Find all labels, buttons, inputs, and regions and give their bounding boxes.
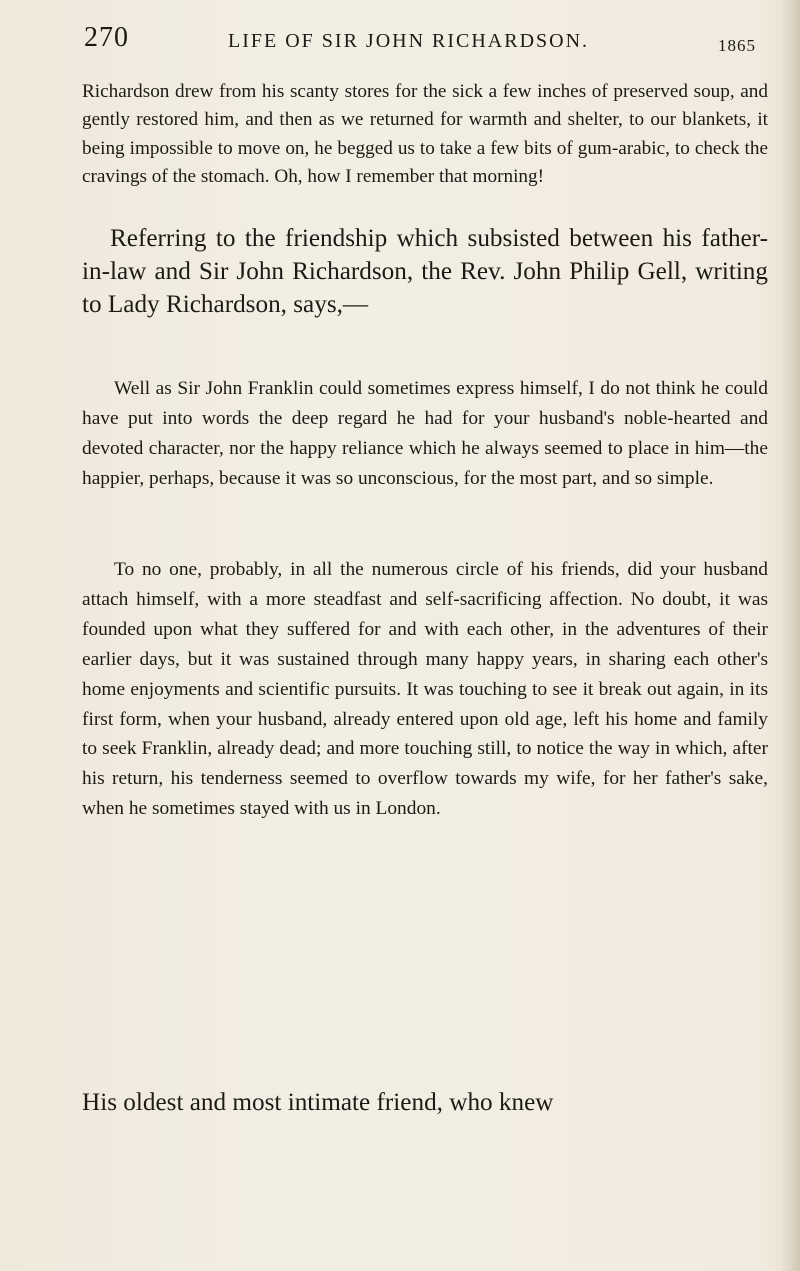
quote-continuation: Richardson drew from his scanty stores for the sick a few inches of preserved soup, and gently restored him, and then as we returned for warmth and shelter, to our blankets, it being impossible to move on, he begged us to take a few bits of gum-arabic, to check the cravings of the stomach. Oh, how I remember that morning! xyxy=(82,81,768,188)
page-header xyxy=(0,22,800,62)
letter-paragraph-2: To no one, probably, in all the numerous circle of his friends, did your husband attach himself, with a more steadfast and self-sacrificing affection. No doubt, it was founded upon what they suffered for and with each other, in the adventures of their earlier days, but it was sustained through many happy years, in sharing each other's home enjoyments and scientific pursuits. It was touching to see it break out again, in its first form, when your husband, already entered upon old age, left his home and family to seek Franklin, already dead; and more touching still, to notice the way in which, after his return, his tenderness seemed to overflow towards my wife, for her father's sake, when he sometimes stayed with us in London. xyxy=(82,559,768,820)
narrative-paragraph-2: His oldest and most intimate friend, who knew xyxy=(82,1089,554,1116)
letter-paragraph-1: Well as Sir John Franklin could sometimes express himself, I do not think he could have put into words the deep regard he had for your husband's noble-hearted and devoted character, nor the happy reliance which he always seemed to place in him—the happier, perhaps, because it was so unconscious, for the most part, and so simple. xyxy=(82,378,768,489)
header-year: 1865 xyxy=(718,36,756,55)
page-edge xyxy=(782,0,800,1271)
running-head: LIFE OF SIR JOHN RICHARDSON. xyxy=(228,30,590,52)
narrative-paragraph: Referring to the friendship which subsisted between his father-in-law and Sir John Richardson, the Rev. John Philip Gell, writing to Lady Richardson, says,— xyxy=(82,225,768,319)
page-number: 270 xyxy=(84,22,129,53)
